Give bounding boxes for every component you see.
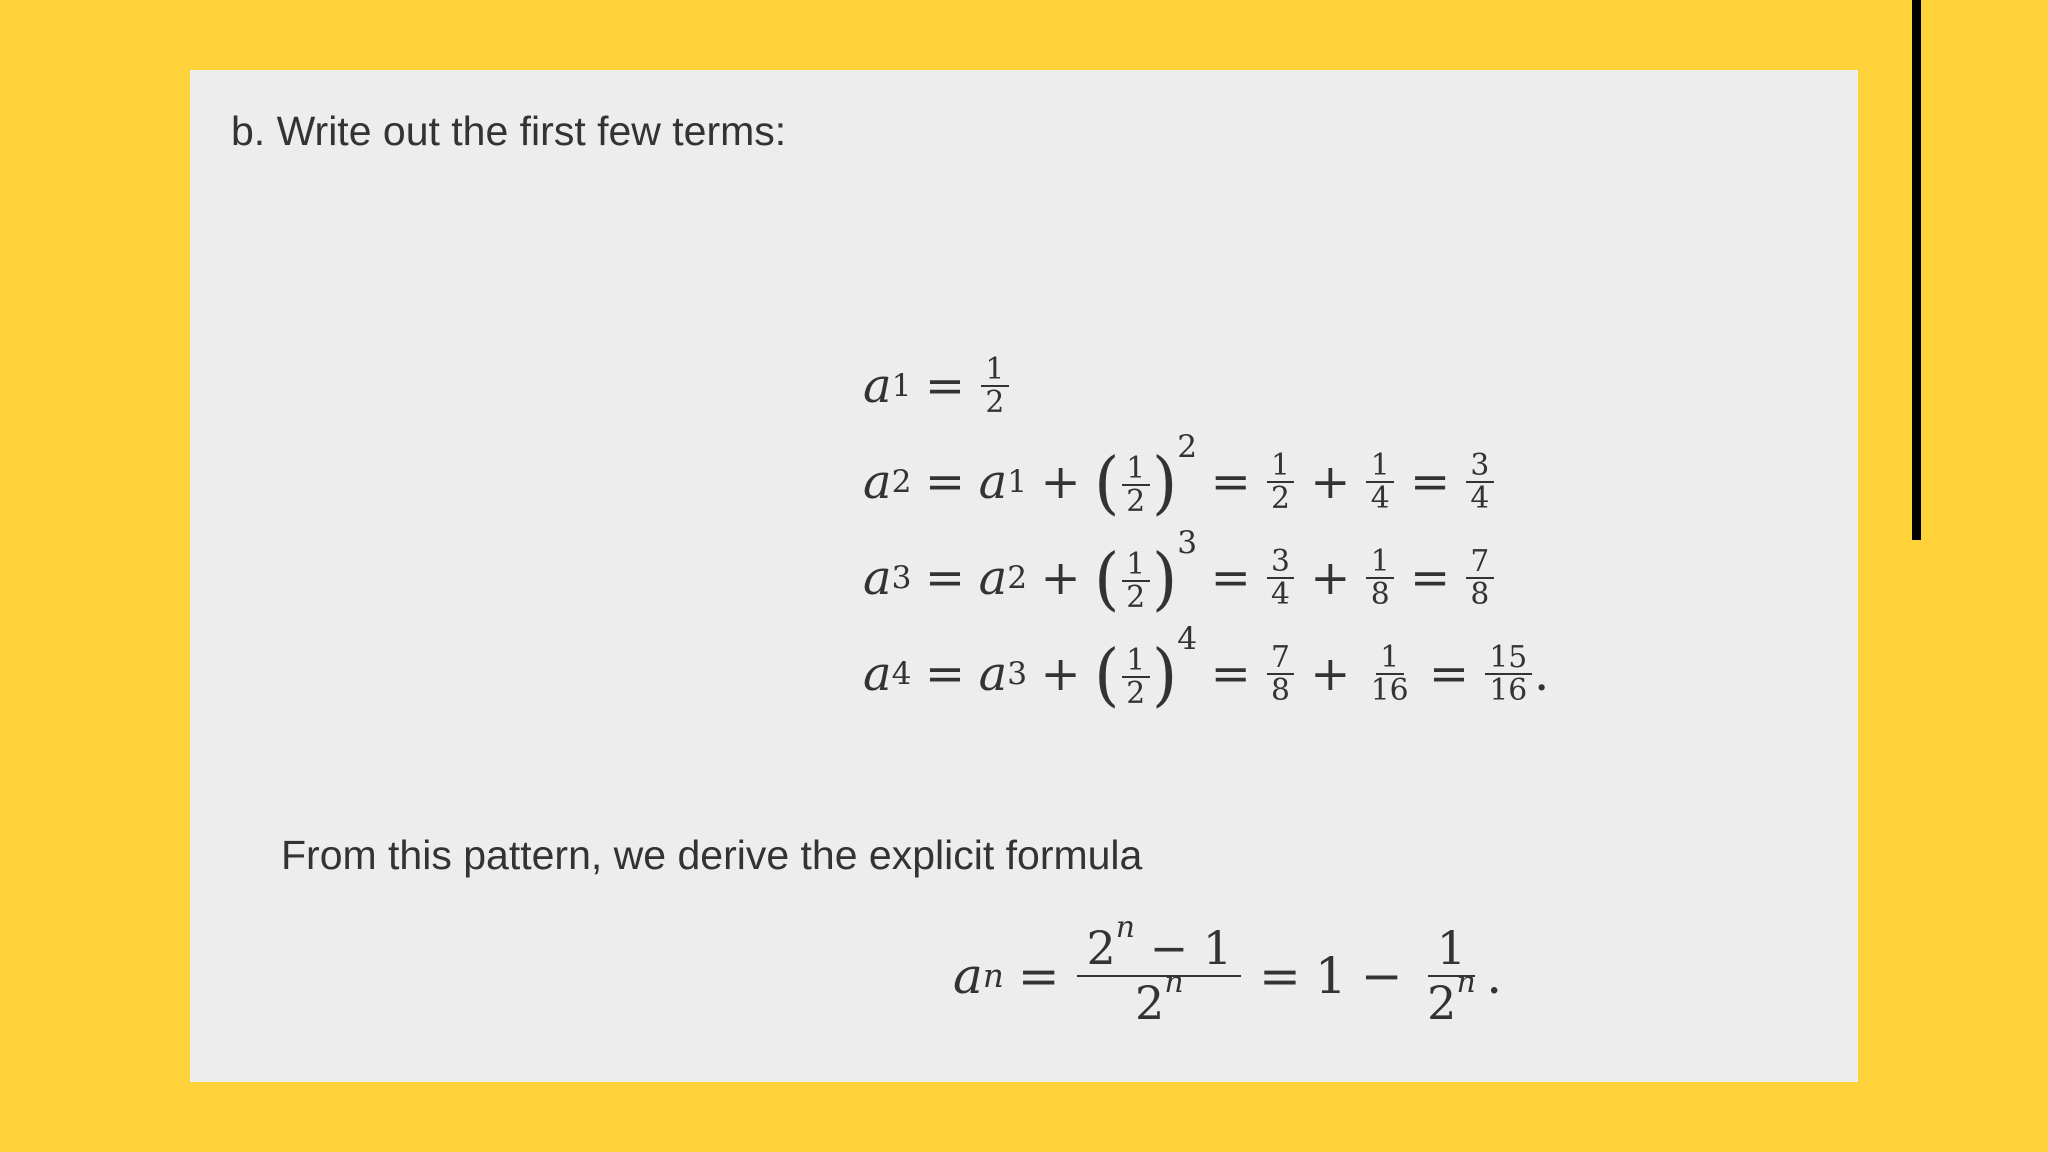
equation-row-1: a 1 = $\frac{1}{2}$	[863, 338, 1549, 434]
denominator: 16	[1489, 673, 1528, 708]
power-exponent: n	[1456, 965, 1476, 1001]
denominator: 8	[1370, 577, 1390, 612]
denominator: 2	[1126, 483, 1146, 519]
power-term	[1094, 428, 1198, 524]
denominator	[1420, 965, 1482, 1030]
numerator: 1	[1428, 922, 1476, 977]
fraction	[1122, 546, 1150, 615]
exponent: 4	[1177, 620, 1198, 657]
fraction	[1122, 642, 1150, 711]
numerator: 1	[981, 354, 1009, 387]
term-symbol: a	[978, 454, 1008, 510]
equals-sign: =	[1210, 454, 1251, 510]
term-symbol: a	[863, 358, 892, 414]
right-paren: )	[1152, 636, 1178, 716]
denominator: 4	[1370, 481, 1390, 516]
right-paren: )	[1152, 444, 1178, 524]
term-symbol: a	[863, 454, 892, 510]
numerator: 3	[1267, 546, 1295, 579]
fraction	[1077, 910, 1241, 1030]
power-base: 2	[1135, 976, 1165, 1030]
denominator	[1128, 965, 1190, 1030]
power-term	[1094, 620, 1198, 716]
left-paren: (	[1094, 444, 1120, 524]
equals-sign: =	[1210, 646, 1251, 702]
fraction	[1267, 543, 1295, 612]
equals-sign: =	[924, 646, 966, 702]
equals-sign: =	[1210, 550, 1251, 606]
fraction	[1267, 447, 1295, 516]
fraction	[1366, 543, 1394, 612]
numerator: 7	[1466, 546, 1494, 579]
right-paren: )	[1152, 540, 1178, 620]
explicit-formula: a n = $\frac{2^n - 1}{2^n}$ = 1 − $\frac{1}{2^n}$ .	[953, 910, 1503, 1030]
equation-row-2: a 2 = a 1 + ( $\frac{1}{2}$ )$^2$ = $\frac{1}{2}$ + $\frac{1}{4}$ = $\frac{3}{4}$	[863, 434, 1549, 530]
numerator: 1	[1267, 450, 1295, 483]
minus-one: − 1	[1135, 921, 1233, 976]
equals-sign: =	[924, 454, 966, 510]
numerator: 7	[1267, 642, 1295, 675]
equals-sign: =	[1428, 646, 1470, 702]
fraction	[1366, 639, 1413, 708]
term-symbol: a	[978, 550, 1008, 606]
denominator: 4	[1271, 577, 1290, 612]
fraction	[981, 351, 1009, 420]
term-symbol: a	[953, 947, 983, 1005]
equation-row-4: a 4 = a 3 + ( $\frac{1}{2}$ )$^4$ = $\frac{7}{8}$ + $\frac{1}{16}$ = $\frac{15}{16}$ .	[863, 620, 1550, 716]
term-symbol: a	[978, 646, 1008, 702]
left-paren: (	[1094, 540, 1120, 620]
power-term	[1094, 524, 1198, 620]
power-base: 2	[1427, 976, 1457, 1030]
exponent: 2	[1177, 428, 1198, 465]
period: .	[1534, 646, 1550, 702]
equals-sign: =	[924, 358, 966, 414]
paragraph: From this pattern, we derive the explicit formula	[281, 832, 1143, 878]
power-base: 2	[1086, 921, 1116, 976]
plus-sign: +	[1310, 454, 1351, 510]
equation-block	[863, 338, 1549, 722]
numerator: 1	[1366, 546, 1394, 579]
minus-sign: −	[1360, 947, 1403, 1005]
denominator: 2	[1271, 481, 1290, 516]
fraction	[1267, 639, 1295, 708]
fraction	[1466, 447, 1494, 516]
equals-sign: =	[1409, 454, 1451, 510]
equals-sign: =	[924, 550, 966, 606]
equals-sign: =	[1017, 947, 1060, 1005]
plus-sign: +	[1040, 646, 1081, 702]
fraction	[1466, 543, 1494, 612]
fraction	[1420, 922, 1482, 1030]
denominator: 2	[1126, 579, 1146, 615]
numerator: 1	[1122, 645, 1150, 678]
numerator: 1	[1122, 453, 1150, 486]
fraction	[1485, 639, 1532, 708]
power-exponent: n	[1164, 965, 1184, 1001]
equals-sign: =	[1258, 947, 1301, 1005]
one: 1	[1314, 947, 1347, 1005]
numerator: 1	[1122, 549, 1150, 582]
denominator: 8	[1470, 577, 1490, 612]
exponent: 3	[1177, 524, 1198, 561]
plus-sign: +	[1310, 550, 1351, 606]
numerator: 3	[1466, 450, 1494, 483]
plus-sign: +	[1310, 646, 1351, 702]
power-exponent: n	[1115, 910, 1136, 946]
denominator: 2	[1126, 675, 1146, 711]
equation-row-3: a 3 = a 2 + ( $\frac{1}{2}$ )$^3$ = $\frac{3}{4}$ + $\frac{1}{8}$ = $\frac{7}{8}$	[863, 530, 1549, 626]
denominator: 8	[1271, 673, 1290, 708]
numerator: 15	[1485, 642, 1532, 675]
heading: b. Write out the first few terms:	[231, 108, 787, 154]
numerator	[1077, 910, 1241, 977]
term-symbol: a	[863, 550, 892, 606]
denominator: 2	[985, 385, 1005, 420]
content-panel	[190, 70, 1858, 1082]
numerator: 1	[1366, 450, 1394, 483]
plus-sign: +	[1040, 550, 1081, 606]
period: .	[1486, 947, 1503, 1005]
fraction	[1366, 447, 1394, 516]
left-paren: (	[1094, 636, 1120, 716]
vertical-divider	[1912, 0, 1921, 540]
term-symbol: a	[863, 646, 892, 702]
fraction	[1122, 450, 1150, 519]
denominator: 16	[1370, 673, 1409, 708]
plus-sign: +	[1040, 454, 1081, 510]
denominator: 4	[1470, 481, 1490, 516]
equals-sign: =	[1409, 550, 1451, 606]
numerator: 1	[1376, 642, 1404, 675]
